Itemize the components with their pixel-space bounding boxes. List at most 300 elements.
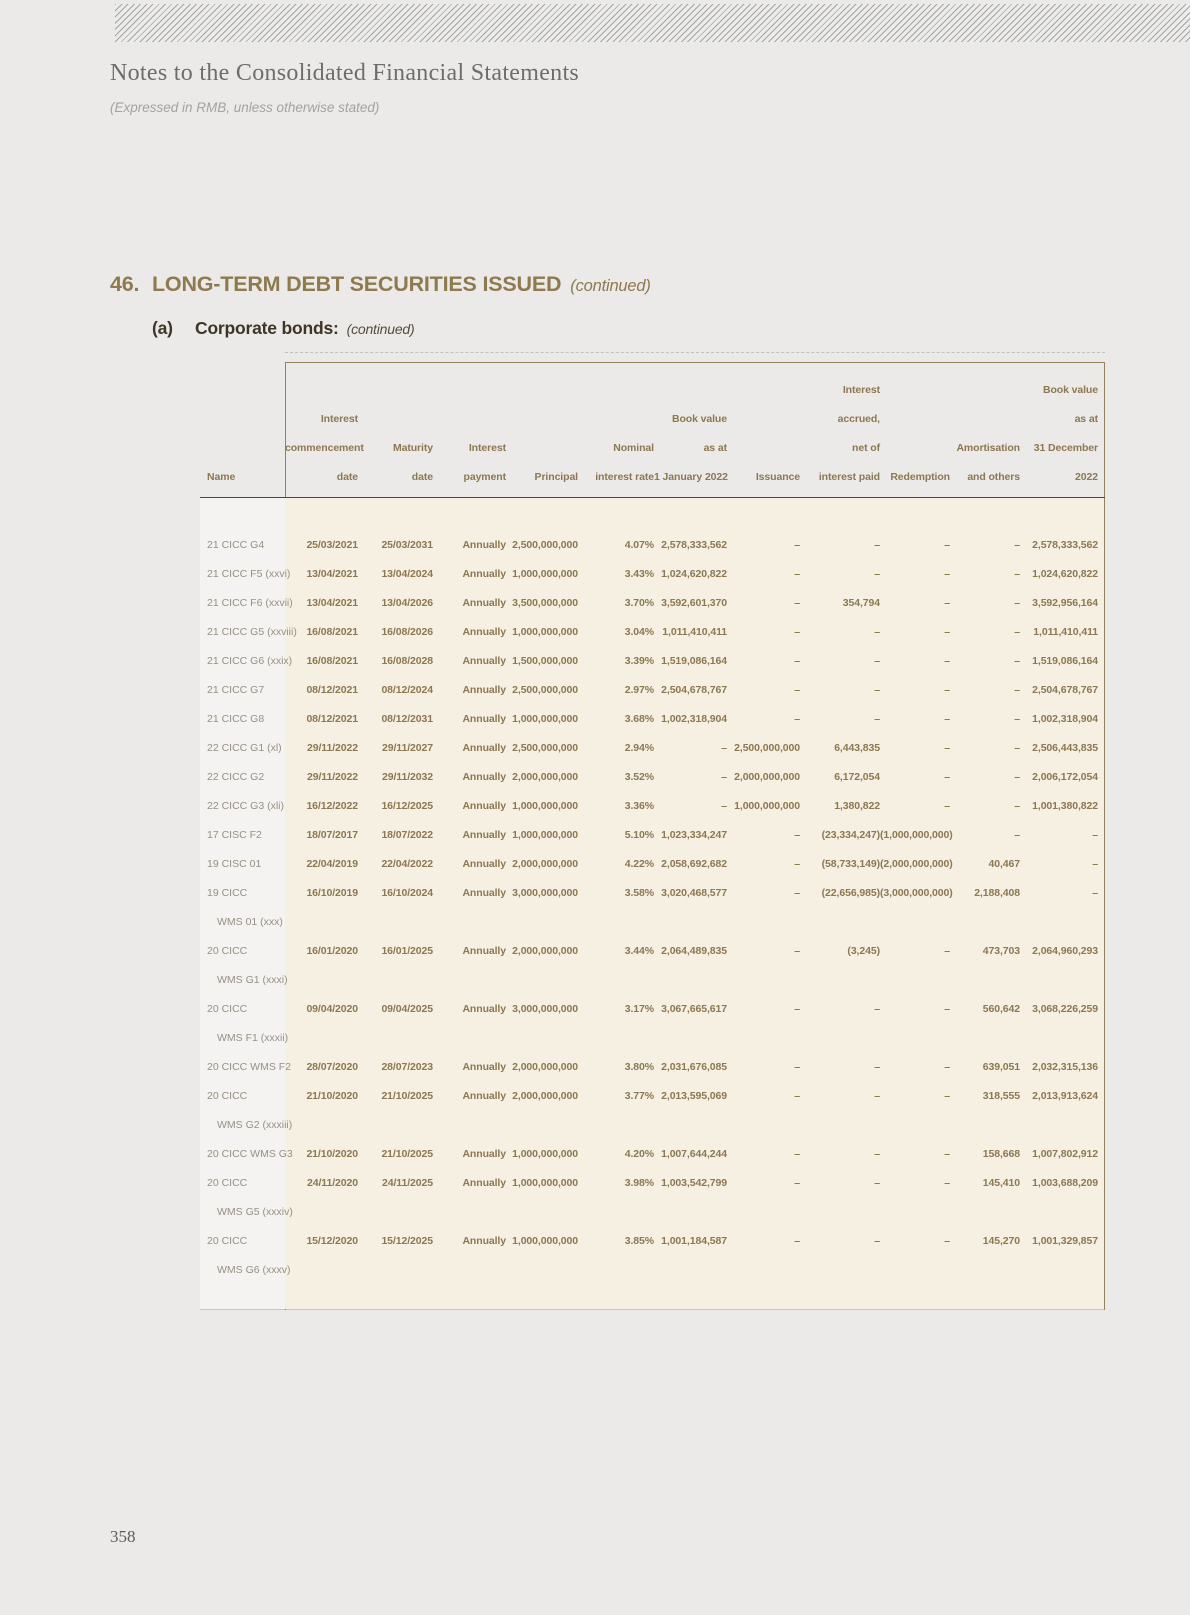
cell-principal: 3,500,000,000 [512, 597, 578, 609]
column-header-issuance [727, 363, 800, 497]
cell-amortisation: 145,270 [982, 1235, 1020, 1247]
cell-issuance: 2,500,000,000 [734, 742, 800, 754]
cell-accrued: 354,794 [842, 597, 880, 609]
cell-bv_jan: 1,519,086,164 [661, 655, 727, 667]
cell-bv_dec: 2,006,172,054 [1032, 771, 1098, 783]
cell-principal: 2,000,000,000 [512, 945, 578, 957]
cell-bv_dec: – [1092, 829, 1098, 841]
cell-commencement: 29/11/2022 [307, 771, 358, 783]
cell-redemption: – [944, 1177, 950, 1189]
cell-bv_jan: 3,020,468,577 [661, 887, 727, 899]
table-row [200, 705, 1104, 734]
cell-bv_dec: 2,032,315,136 [1032, 1061, 1098, 1073]
bond-name [200, 1053, 292, 1082]
table-row [200, 763, 1104, 792]
cell-accrued: – [874, 1061, 880, 1073]
cell-rate: 5.10% [624, 829, 654, 841]
table-border-bottom [200, 1309, 1105, 1310]
table-row [200, 1082, 1104, 1140]
cell-issuance: – [794, 684, 800, 696]
cell-commencement: 29/11/2022 [307, 742, 358, 754]
column-header-name [200, 363, 285, 497]
cell-issuance: – [794, 655, 800, 667]
column-header-line: interest rate [595, 471, 654, 483]
cell-amortisation: – [1014, 829, 1020, 841]
cell-redemption: – [944, 684, 950, 696]
cell-accrued: 6,443,835 [834, 742, 880, 754]
cell-bv_jan: 2,058,692,682 [661, 858, 727, 870]
table-row [200, 589, 1104, 618]
cell-rate: 2.97% [624, 684, 654, 696]
cell-bv_jan: 1,007,644,244 [661, 1148, 727, 1160]
cell-maturity: 16/01/2025 [381, 945, 433, 957]
cell-bv_jan: 1,003,542,799 [661, 1177, 727, 1189]
cell-maturity: 16/12/2025 [381, 800, 433, 812]
column-header-line: interest paid [818, 471, 880, 483]
cell-issuance: – [794, 1061, 800, 1073]
bond-name [200, 937, 288, 995]
table-top-dashed-rule [285, 352, 1105, 353]
cell-principal: 2,000,000,000 [512, 1061, 578, 1073]
bond-name-line: 22 CICC G3 (xli) [207, 800, 285, 812]
cell-redemption: (2,000,000,000) [880, 858, 953, 870]
cell-rate: 3.04% [624, 626, 654, 638]
cell-commencement: 08/12/2021 [306, 713, 358, 725]
cell-bv_dec: – [1092, 887, 1098, 899]
column-header-line: Maturity [392, 442, 433, 454]
cell-payment: Annually [462, 945, 506, 957]
cell-issuance: – [794, 1177, 800, 1189]
cell-accrued: – [874, 713, 880, 725]
bond-name-line: 20 CICC [207, 1235, 248, 1247]
cell-amortisation: 2,188,408 [974, 887, 1020, 899]
bond-name [200, 531, 285, 560]
column-header-line: Principal [534, 471, 578, 483]
cell-issuance: – [794, 713, 800, 725]
cell-maturity: 16/10/2024 [381, 887, 433, 899]
cell-issuance: – [794, 1148, 800, 1160]
cell-payment: Annually [462, 655, 506, 667]
section-title: LONG-TERM DEBT SECURITIES ISSUED [152, 272, 562, 296]
cell-commencement: 21/10/2020 [306, 1148, 358, 1160]
cell-amortisation: – [1014, 742, 1020, 754]
cell-maturity: 08/12/2024 [381, 684, 433, 696]
cell-redemption: – [944, 945, 950, 957]
cell-redemption: – [944, 1148, 950, 1160]
bond-name-line: 22 CICC G1 (xl) [207, 742, 282, 754]
bond-name-line: 20 CICC [207, 1003, 248, 1015]
cell-payment: Annually [462, 771, 506, 783]
cell-bv_dec: 1,003,688,209 [1032, 1177, 1098, 1189]
page-title: Notes to the Consolidated Financial Statements [110, 60, 580, 86]
cell-maturity: 16/08/2028 [381, 655, 433, 667]
cell-maturity: 21/10/2025 [381, 1148, 433, 1160]
bond-name [200, 589, 293, 618]
cell-accrued: 6,172,054 [834, 771, 880, 783]
cell-rate: 3.36% [624, 800, 654, 812]
cell-bv_jan: 1,023,334,247 [661, 829, 727, 841]
cell-maturity: 09/04/2025 [381, 1003, 433, 1015]
bond-name-line: 20 CICC [207, 1090, 248, 1102]
cell-rate: 2.94% [624, 742, 654, 754]
cell-issuance: – [794, 887, 800, 899]
cell-bv_dec: 1,011,410,411 [1033, 626, 1098, 638]
cell-bv_dec: 1,024,620,822 [1032, 568, 1098, 580]
column-header-line: date [411, 471, 433, 483]
cell-bv_dec: – [1092, 858, 1098, 870]
cell-rate: 3.44% [624, 945, 654, 957]
cell-commencement: 13/04/2021 [306, 568, 358, 580]
cell-rate: 4.22% [624, 858, 654, 870]
cell-accrued: – [874, 1148, 880, 1160]
hatch-band [115, 4, 1190, 42]
cell-bv_dec: 1,002,318,904 [1032, 713, 1098, 725]
cell-accrued: – [874, 684, 880, 696]
cell-principal: 1,000,000,000 [512, 626, 578, 638]
bond-name-line: 21 CICC F6 (xxvii) [207, 597, 293, 609]
column-header-line: 2022 [1075, 471, 1098, 483]
cell-principal: 1,000,000,000 [512, 568, 578, 580]
cell-amortisation: 40,467 [988, 858, 1020, 870]
cell-redemption: – [944, 771, 950, 783]
cell-payment: Annually [462, 684, 506, 696]
corporate-bonds-table [200, 352, 1105, 1310]
bond-name-line: 20 CICC [207, 945, 248, 957]
cell-principal: 1,000,000,000 [512, 1177, 578, 1189]
cell-accrued: – [874, 539, 880, 551]
column-header-line: Interest [842, 384, 880, 396]
cell-maturity: 13/04/2024 [381, 568, 433, 580]
cell-issuance: 2,000,000,000 [734, 771, 800, 783]
bond-name [200, 763, 285, 792]
cell-principal: 1,000,000,000 [512, 1148, 578, 1160]
cell-maturity: 13/04/2026 [381, 597, 433, 609]
bond-name [200, 734, 285, 763]
cell-accrued: (58,733,149) [821, 858, 880, 870]
cell-redemption: – [944, 626, 950, 638]
cell-bv_jan: 3,067,665,617 [661, 1003, 727, 1015]
cell-rate: 3.70% [624, 597, 654, 609]
subsection-label: (a) [152, 318, 173, 338]
table-row [200, 821, 1104, 850]
cell-amortisation: – [1014, 655, 1020, 667]
cell-rate: 3.98% [624, 1177, 654, 1189]
bond-name [200, 676, 285, 705]
table-row [200, 531, 1104, 560]
bond-name [200, 850, 285, 879]
cell-commencement: 18/07/2017 [306, 829, 358, 841]
cell-redemption: – [944, 1235, 950, 1247]
cell-maturity: 25/03/2031 [381, 539, 433, 551]
column-header-line: Interest [320, 413, 358, 425]
cell-payment: Annually [462, 858, 506, 870]
cell-bv_jan: 2,064,489,835 [661, 945, 727, 957]
table-row [200, 1169, 1104, 1227]
cell-issuance: – [794, 1003, 800, 1015]
cell-commencement: 13/04/2021 [306, 597, 358, 609]
cell-accrued: – [874, 568, 880, 580]
cell-maturity: 16/08/2026 [381, 626, 433, 638]
bond-name-line: 21 CICC G7 [207, 684, 265, 696]
cell-amortisation: 318,555 [982, 1090, 1020, 1102]
table-row [200, 676, 1104, 705]
cell-bv_dec: 1,001,380,822 [1032, 800, 1098, 812]
column-header-line: Redemption [890, 471, 950, 483]
cell-redemption: – [944, 655, 950, 667]
subsection-heading [152, 318, 414, 339]
cell-commencement: 25/03/2021 [306, 539, 358, 551]
cell-redemption: – [944, 568, 950, 580]
cell-redemption: – [944, 1090, 950, 1102]
table-row [200, 560, 1104, 589]
column-header-accrued [800, 363, 880, 497]
cell-accrued: – [874, 1090, 880, 1102]
cell-amortisation: 560,642 [982, 1003, 1020, 1015]
cell-redemption: – [944, 1003, 950, 1015]
column-header-bv_dec [1020, 363, 1105, 497]
bond-name [200, 792, 285, 821]
table-row [200, 1053, 1104, 1082]
table-row [200, 1227, 1104, 1285]
column-header-line: and others [967, 471, 1020, 483]
cell-payment: Annually [462, 1177, 506, 1189]
bond-name-line: WMS G2 (xxxiii) [217, 1119, 293, 1131]
cell-payment: Annually [462, 1003, 506, 1015]
bond-name-line: WMS G5 (xxxiv) [217, 1206, 293, 1218]
bond-name-line: 17 CISC F2 [207, 829, 262, 841]
cell-bv_jan: 1,024,620,822 [661, 568, 727, 580]
cell-accrued: (22,656,985) [821, 887, 880, 899]
cell-rate: 3.80% [624, 1061, 654, 1073]
page-number: 358 [110, 1527, 136, 1546]
column-header-line: net of [852, 442, 880, 454]
bond-name-line: 21 CICC G8 [207, 713, 265, 725]
bond-name [200, 1082, 293, 1140]
cell-bv_dec: 1,001,329,857 [1032, 1235, 1098, 1247]
cell-issuance: – [794, 858, 800, 870]
bond-name [200, 647, 293, 676]
cell-accrued: – [874, 626, 880, 638]
bond-name-line: 20 CICC [207, 1177, 248, 1189]
cell-bv_jan: 2,504,678,767 [661, 684, 727, 696]
cell-bv_dec: 1,519,086,164 [1032, 655, 1098, 667]
cell-principal: 2,000,000,000 [512, 858, 578, 870]
bond-name-line: WMS 01 (xxx) [217, 916, 283, 928]
table-row [200, 995, 1104, 1053]
cell-maturity: 22/04/2022 [381, 858, 433, 870]
column-header-principal [506, 363, 578, 497]
cell-bv_jan: – [721, 742, 727, 754]
cell-redemption: – [944, 539, 950, 551]
subsection-continued-label: (continued) [346, 321, 415, 337]
cell-rate: 3.58% [624, 887, 654, 899]
cell-rate: 3.68% [624, 713, 654, 725]
column-header-line: as at [1074, 413, 1098, 425]
bond-name [200, 1169, 293, 1227]
page-subtitle: (Expressed in RMB, unless otherwise stated) [110, 100, 380, 115]
table-row [200, 792, 1104, 821]
cell-redemption: – [944, 1061, 950, 1073]
bond-name [200, 705, 285, 734]
cell-maturity: 29/11/2027 [382, 742, 433, 754]
cell-commencement: 16/08/2021 [306, 626, 358, 638]
bond-name-line: WMS G1 (xxxi) [217, 974, 288, 986]
cell-maturity: 29/11/2032 [382, 771, 433, 783]
table-row [200, 850, 1104, 879]
cell-commencement: 24/11/2020 [307, 1177, 358, 1189]
cell-redemption: – [944, 713, 950, 725]
bond-name [200, 1227, 291, 1285]
cell-amortisation: – [1014, 539, 1020, 551]
cell-accrued: – [874, 1177, 880, 1189]
bond-name-line: WMS G6 (xxxv) [217, 1264, 291, 1276]
cell-bv_dec: 1,007,802,912 [1032, 1148, 1098, 1160]
column-header-line: 31 December [1033, 442, 1098, 454]
cell-amortisation: 145,410 [982, 1177, 1020, 1189]
cell-bv_dec: 2,506,443,835 [1032, 742, 1098, 754]
table-row [200, 937, 1104, 995]
cell-bv_jan: 1,011,410,411 [662, 626, 727, 638]
cell-accrued: (3,245) [847, 945, 880, 957]
cell-maturity: 28/07/2023 [381, 1061, 433, 1073]
cell-amortisation: – [1014, 568, 1020, 580]
cell-principal: 3,000,000,000 [512, 887, 578, 899]
cell-issuance: – [794, 945, 800, 957]
bond-name-line: 21 CICC F5 (xxvi) [207, 568, 291, 580]
cell-accrued: 1,380,822 [834, 800, 880, 812]
cell-commencement: 16/08/2021 [306, 655, 358, 667]
cell-bv_dec: 3,592,956,164 [1032, 597, 1098, 609]
cell-bv_jan: 2,578,333,562 [661, 539, 727, 551]
cell-payment: Annually [462, 1061, 506, 1073]
table-body [200, 498, 1104, 1309]
cell-bv_dec: 2,064,960,293 [1032, 945, 1098, 957]
bond-name [200, 879, 285, 937]
column-header-amortisation [950, 363, 1020, 497]
bond-name [200, 821, 285, 850]
column-header-line: Book value [671, 413, 727, 425]
cell-commencement: 09/04/2020 [306, 1003, 358, 1015]
cell-issuance: – [794, 568, 800, 580]
cell-payment: Annually [462, 597, 506, 609]
column-header-line: commencement [285, 442, 364, 454]
cell-principal: 3,000,000,000 [512, 1003, 578, 1015]
cell-rate: 3.43% [624, 568, 654, 580]
cell-principal: 2,000,000,000 [512, 1090, 578, 1102]
cell-redemption: – [944, 597, 950, 609]
cell-rate: 3.85% [624, 1235, 654, 1247]
cell-issuance: – [794, 1235, 800, 1247]
cell-bv_jan: 2,013,595,069 [661, 1090, 727, 1102]
cell-payment: Annually [462, 742, 506, 754]
table-row [200, 734, 1104, 763]
cell-rate: 3.52% [624, 771, 654, 783]
cell-maturity: 21/10/2025 [381, 1090, 433, 1102]
cell-bv_jan: 2,031,676,085 [661, 1061, 727, 1073]
cell-payment: Annually [462, 829, 506, 841]
cell-issuance: – [794, 829, 800, 841]
bond-name-line: 21 CICC G4 [207, 539, 265, 551]
cell-payment: Annually [462, 1090, 506, 1102]
cell-issuance: – [794, 539, 800, 551]
cell-maturity: 15/12/2025 [381, 1235, 433, 1247]
column-header-line: Name [207, 471, 236, 483]
cell-payment: Annually [462, 800, 506, 812]
cell-bv_dec: 2,504,678,767 [1032, 684, 1098, 696]
cell-amortisation: – [1014, 800, 1020, 812]
cell-amortisation: – [1014, 771, 1020, 783]
cell-payment: Annually [462, 713, 506, 725]
cell-payment: Annually [462, 887, 506, 899]
cell-issuance: 1,000,000,000 [734, 800, 800, 812]
cell-payment: Annually [462, 1235, 506, 1247]
cell-issuance: – [794, 626, 800, 638]
cell-commencement: 16/10/2019 [306, 887, 358, 899]
column-header-rate [578, 363, 654, 497]
cell-rate: 4.20% [624, 1148, 654, 1160]
bond-name [200, 560, 291, 589]
cell-rate: 4.07% [624, 539, 654, 551]
cell-bv_jan: 3,592,601,370 [661, 597, 727, 609]
cell-amortisation: 639,051 [982, 1061, 1020, 1073]
bond-name [200, 995, 289, 1053]
section-number: 46. [110, 272, 140, 296]
section-continued-label: (continued) [570, 277, 651, 295]
cell-bv_dec: 2,578,333,562 [1032, 539, 1098, 551]
bond-name-line: 21 CICC G5 (xxviii) [207, 626, 297, 638]
cell-redemption: – [944, 742, 950, 754]
cell-amortisation: – [1014, 626, 1020, 638]
cell-amortisation: – [1014, 713, 1020, 725]
cell-accrued: – [874, 655, 880, 667]
table-row [200, 1140, 1104, 1169]
cell-rate: 3.17% [624, 1003, 654, 1015]
bond-name [200, 618, 297, 647]
cell-commencement: 28/07/2020 [306, 1061, 358, 1073]
cell-maturity: 18/07/2022 [381, 829, 433, 841]
column-header-line: Interest [468, 442, 506, 454]
cell-redemption: (3,000,000,000) [880, 887, 953, 899]
cell-payment: Annually [462, 1148, 506, 1160]
cell-maturity: 08/12/2031 [381, 713, 433, 725]
cell-commencement: 22/04/2019 [306, 858, 358, 870]
column-header-line: Amortisation [956, 442, 1020, 454]
cell-commencement: 08/12/2021 [306, 684, 358, 696]
bond-name [200, 1140, 293, 1169]
column-header-line: Book value [1042, 384, 1098, 396]
column-header-line: Nominal [613, 442, 654, 454]
cell-payment: Annually [462, 568, 506, 580]
cell-rate: 3.77% [624, 1090, 654, 1102]
cell-payment: Annually [462, 626, 506, 638]
column-header-commencement [285, 363, 364, 497]
cell-principal: 1,500,000,000 [512, 655, 578, 667]
cell-bv_jan: – [721, 800, 727, 812]
cell-principal: 2,500,000,000 [512, 539, 578, 551]
column-header-line: Issuance [755, 471, 800, 483]
bond-name-line: 20 CICC WMS G3 [207, 1148, 293, 1160]
column-header-line: accrued, [837, 413, 880, 425]
cell-issuance: – [794, 597, 800, 609]
bond-name-line: 19 CICC [207, 887, 248, 899]
bond-name-line: 19 CISC 01 [207, 858, 262, 870]
cell-principal: 1,000,000,000 [512, 713, 578, 725]
column-header-maturity [358, 363, 433, 497]
cell-principal: 2,000,000,000 [512, 771, 578, 783]
cell-bv_jan: – [721, 771, 727, 783]
section-heading [110, 272, 651, 297]
table-row [200, 647, 1104, 676]
